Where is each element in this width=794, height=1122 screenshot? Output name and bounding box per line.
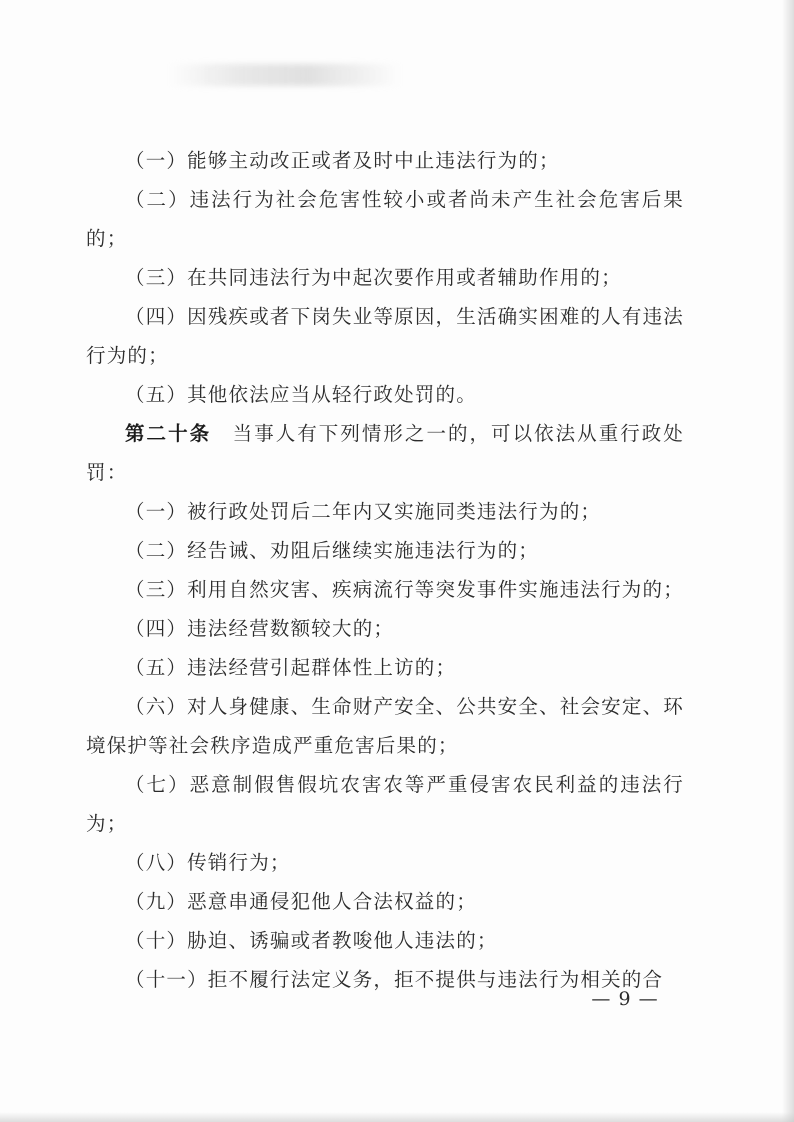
page-edge-shadow-right xyxy=(782,0,794,1122)
document-body xyxy=(86,141,684,999)
article-intro: 当事人有下列情形之一的，可以依法从重行政处罚： xyxy=(86,422,684,484)
list-item-6: （六）对人身健康、生命财产安全、公共安全、社会安定、环境保护等社会秩序造成严重危害后果的； xyxy=(86,695,684,757)
list-item-2: （二）经告诫、劝阻后继续实施违法行为的； xyxy=(125,539,540,562)
list-item-8: （八）传销行为； xyxy=(125,851,291,874)
paragraph-item-1: （一）能够主动改正或者及时中止违法行为的； xyxy=(125,149,560,172)
list-item-11: （十一）拒不履行法定义务，拒不提供与违法行为相关的合 xyxy=(125,968,664,991)
page-edge-shadow-bottom xyxy=(0,1112,794,1122)
list-item-4: （四）违法经营数额较大的； xyxy=(125,617,395,640)
list-item-9: （九）恶意串通侵犯他人合法权益的； xyxy=(125,890,477,913)
paragraph-item-2: （二）违法行为社会危害性较小或者尚未产生社会危害后果的； xyxy=(86,188,684,250)
list-item-5: （五）违法经营引起群体性上访的； xyxy=(125,656,457,679)
paragraph-item-3: （三）在共同违法行为中起次要作用或者辅助作用的； xyxy=(125,266,622,289)
list-item-1: （一）被行政处罚后二年内又实施同类违法行为的； xyxy=(125,500,602,523)
list-item-7: （七）恶意制假售假坑农害农等严重侵害农民利益的违法行为； xyxy=(86,773,684,835)
article-heading: 第二十条 xyxy=(125,422,212,445)
article-20-paragraph xyxy=(86,414,684,492)
paragraph-item-5: （五）其他依法应当从轻行政处罚的。 xyxy=(125,383,477,406)
list-item-3: （三）利用自然灾害、疾病流行等突发事件实施违法行为的； xyxy=(125,578,684,601)
paragraph-item-4: （四）因残疾或者下岗失业等原因，生活确实困难的人有违法行为的； xyxy=(86,305,684,367)
list-item-10: （十）胁迫、诱骗或者教唆他人违法的； xyxy=(125,929,498,952)
scan-smudge xyxy=(170,64,400,86)
page-number: — 9 — xyxy=(591,988,659,1010)
